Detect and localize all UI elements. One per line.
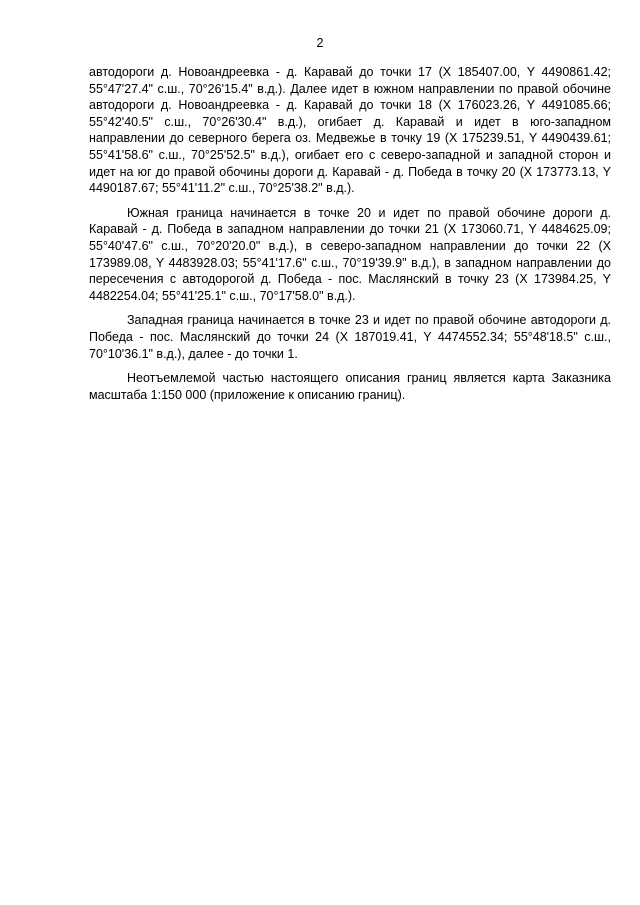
paragraph-western-border: Западная граница начинается в точке 23 и идет по правой обочине автодороги д. Победа - пос. Маслянский до точки 24 (X 187019.41, Y 4474552.34; 55°48'18.5" с.ш., 70°10'36.1" в.д.), далее - до точки 1. <box>89 313 611 361</box>
paragraph-continuation: автодороги д. Новоандреевка - д. Каравай до точки 17 (X 185407.00, Y 4490861.42; 55°47'27.4" с.ш., 70°26'15.4" в.д.). Далее идет в южном направлении по правой обочине автодороги д. Новоандреевка - д. Каравай до точки 18 (X 176023.26, Y 4491085.66; 55°42'40.5" с.ш., 70°26'30.4" в.д.), огибает д. Каравай и идет в юго-западном направлении до северного берега оз. Медвежье в точку 19 (X 175239.51, Y 4490439.61; 55°41'58.6" с.ш., 70°25'52.5" в.д.), огибает его с северо-западной и западной сторон и идет на юг до правой обочины дороги д. Каравай - д. Победа в точку 20 (X 173773.13, Y 4490187.67; 55°41'11.2" с.ш., 70°25'38.2" в.д.). <box>89 65 611 196</box>
paragraph-southern-border: Южная граница начинается в точке 20 и идет по правой обочине дороги д. Каравай - д. Победа в западном направлении до точки 21 (X 173060.71, Y 4484625.09; 55°40'47.6" с.ш., 70°20'20.0" в.д.), в северо-западном направлении до точки 22 (X 173989.08, Y 4483928.03; 55°41'17.6" с.ш., 70°19'39.9" в.д.), в западном направлении до пересечения с автодорогой д. Победа - пос. Маслянский в точку 23 (X 173984.25, Y 4482254.04; 55°41'25.1" с.ш., 70°17'58.0" в.д.). <box>89 205 611 303</box>
paragraph-map-reference: Неотъемлемой частью настоящего описания границ является карта Заказника масштаба 1:150 000 (приложение к описанию границ). <box>89 371 611 402</box>
page-number: 2 <box>316 36 324 50</box>
document-body <box>89 64 611 403</box>
